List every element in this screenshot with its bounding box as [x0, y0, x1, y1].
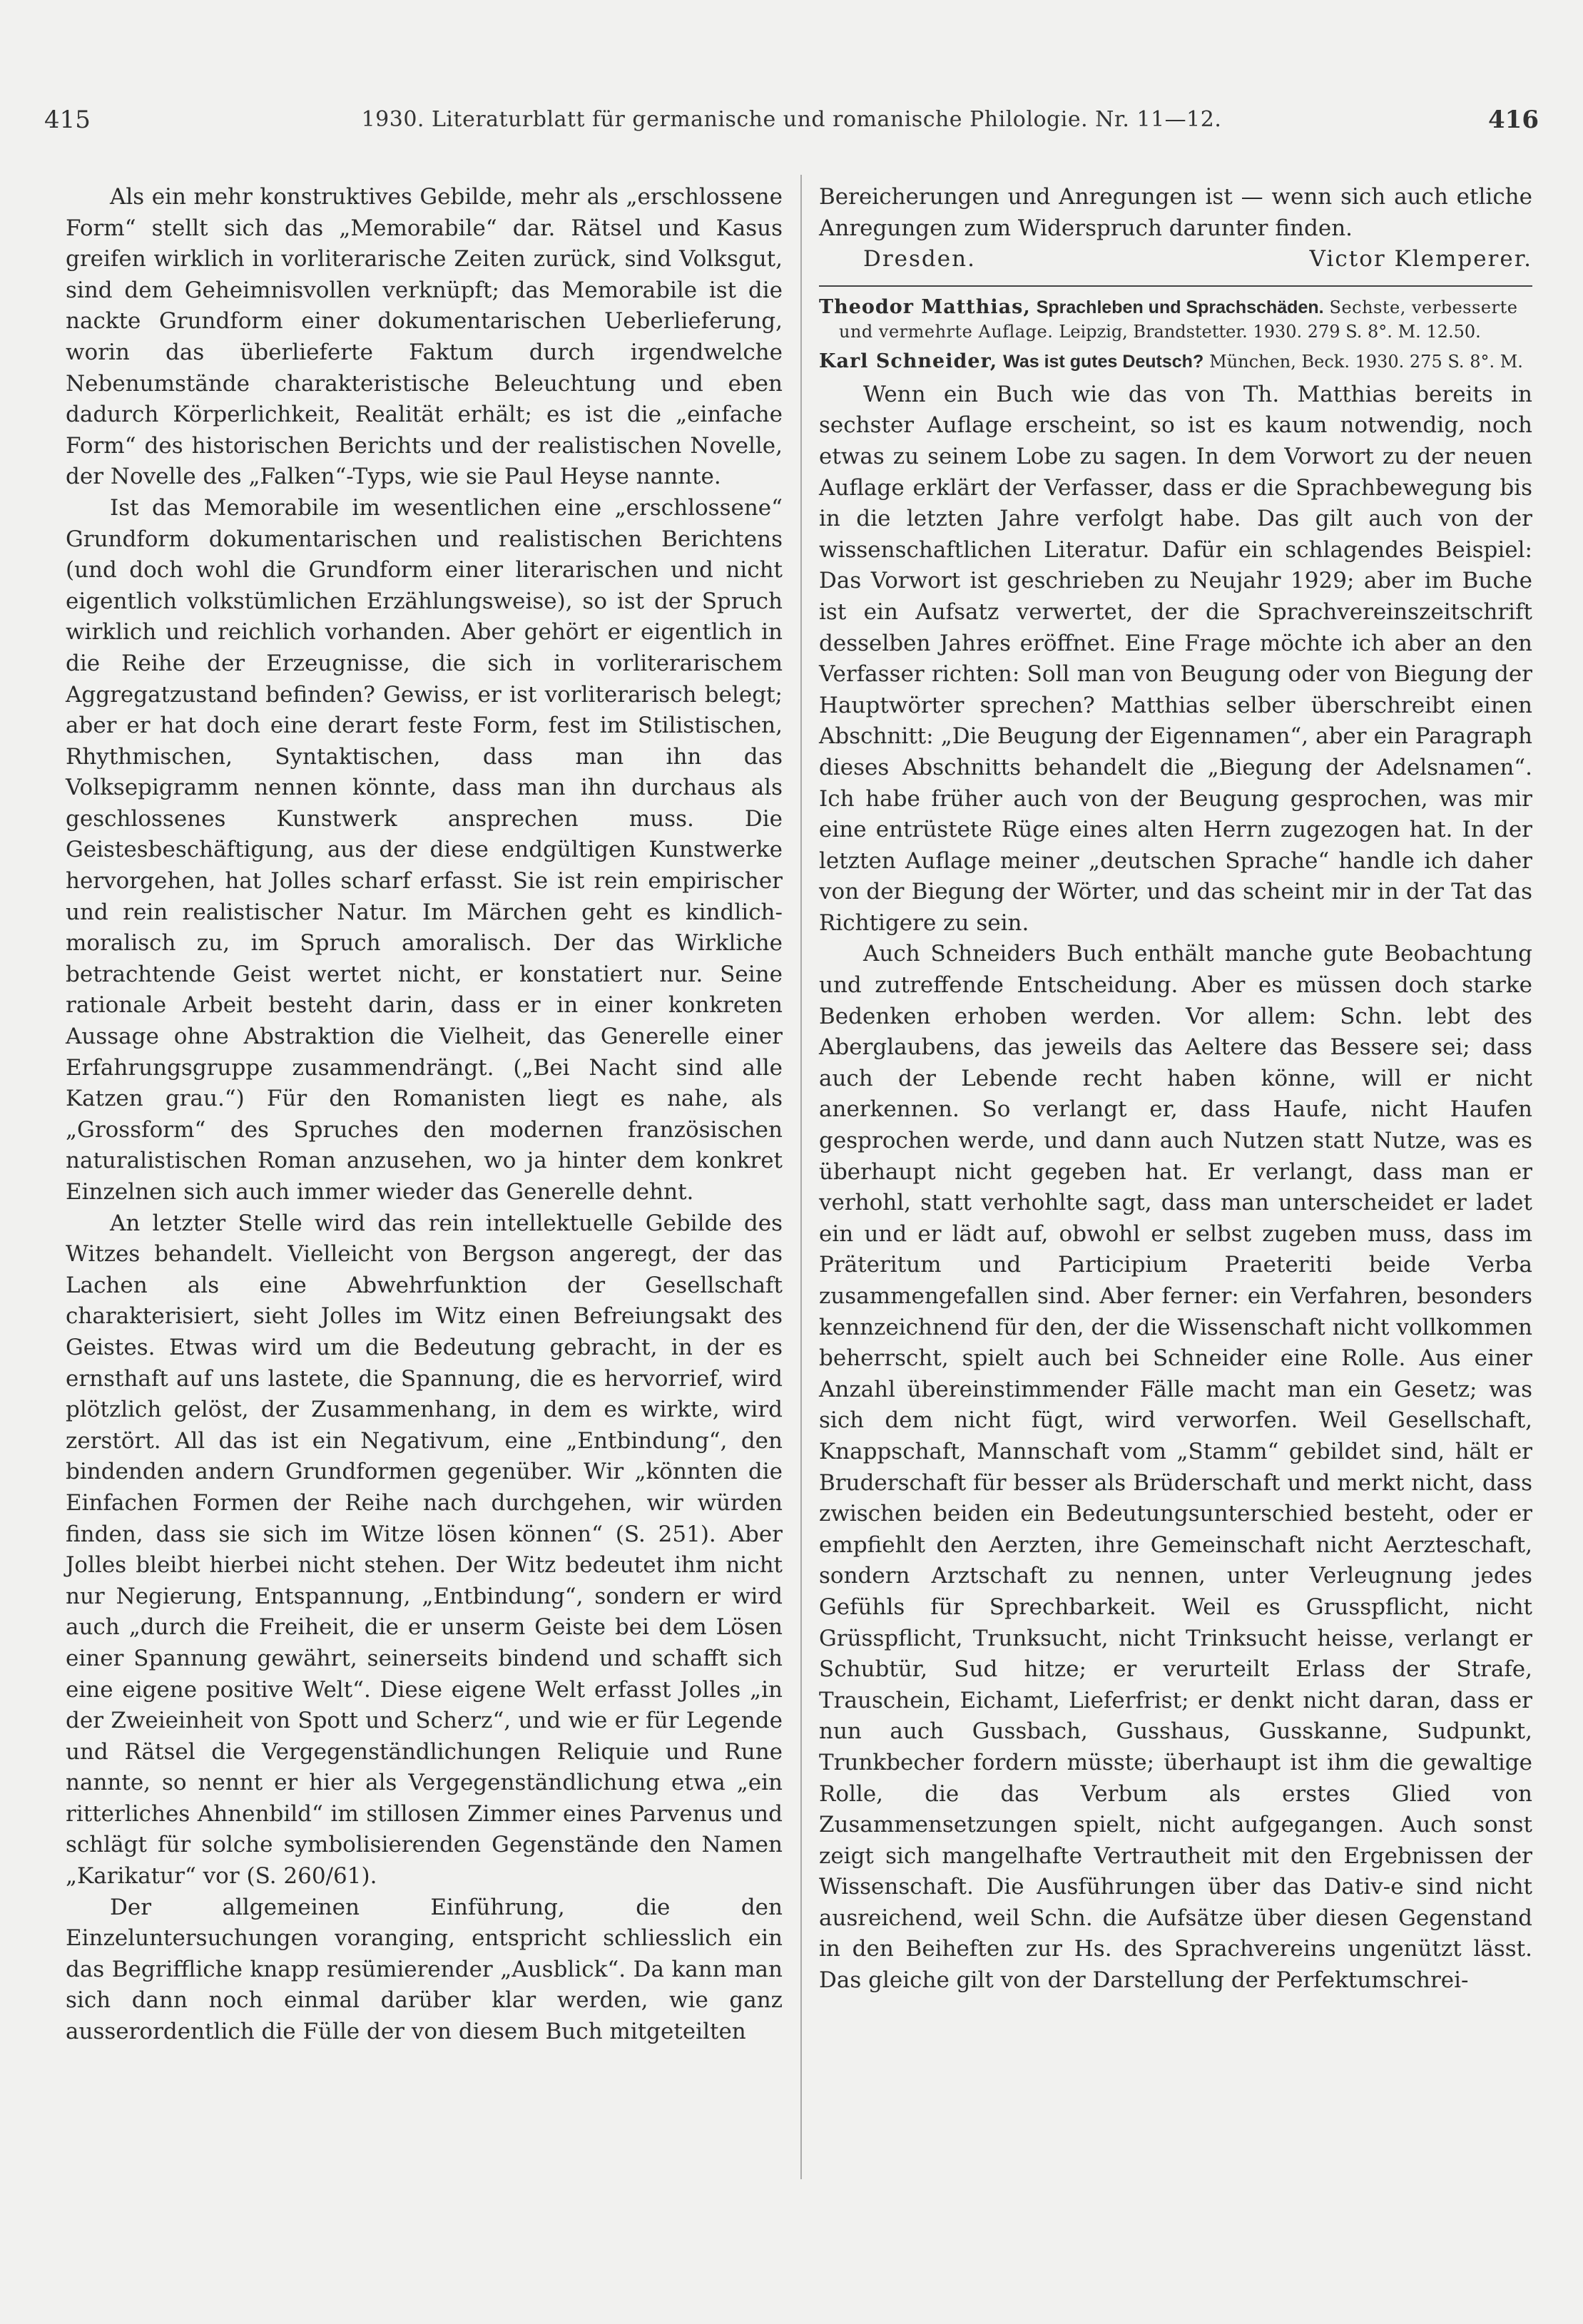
bib-title: Was ist gutes Deutsch?	[1003, 351, 1204, 372]
paragraph: Der allgemeinen Einführung, die den Einzeluntersuchungen voranging, entspricht schliesslich ein das Begriffliche knapp resümierender „Ausblick“. Da kann man sich dann noch einmal darüber klar werden, wie ganz ausserordentlich die Fülle der von diesem Buch mitgeteilten	[66, 1894, 783, 2045]
bibliographic-entry-matthias	[819, 295, 1532, 344]
page-number-left: 415	[44, 106, 91, 134]
paragraph: An letzter Stelle wird das rein intellektuelle Gebilde des Witzes behandelt. Vielleicht von Bergson angeregt, der das Lachen als eine Abwehrfunktion der Gesellschaft charakterisiert, sieht Jolles im Witz einen Befreiungsakt des Geistes. Etwas wird um die Bedeutung gebracht, in der es ernsthaft auf uns lastete, die Spannung, die es hervorrief, wird plötzlich gelöst, der Zusammenhang, in dem es wirkte, wird zerstört. All das ist ein Negativum, eine „Entbindung“, den bindenden andern Grundformen gegenüber. Wir „könnten die Einfachen Formen der Reihe nach durchgehen, wir würden finden, dass sie sich im Witze lösen können“ (S. 251). Aber Jolles bleibt hierbei nicht stehen. Der Witz bedeutet ihm nicht nur Negierung, Entspannung, „Entbindung“, sondern er wird auch „durch die Freiheit, die er unserm Geiste bei dem Lösen einer Spannung gewährt, seinerseits bindend und schafft sich eine eigene positive Welt“. Diese eigene Welt erfasst Jolles „in der Zweieinheit von Spott und Scherz“, und wie er für Legende und Rätsel die Vergegenständlichungen Reliquie und Rune nannte, so nennt er hier als Vergegenständlichung etwa „ein ritterliches Ahnenbild“ im stillosen Zimmer eines Parvenus und schlägt für solche symbolisierenden Gegenstände den Namen „Karikatur“ vor (S. 260/61).	[66, 1210, 783, 1890]
paragraph: Auch Schneiders Buch enthält manche gute Beobachtung und zutreffende Entscheidung. Aber es müssen doch starke Bedenken erhoben werden. Vor allem: Schn. lebt des Aberglaubens, das jeweils das Aeltere das Bessere sei; dass auch der Lebende recht haben könne, will er nicht anerkennen. So verlangt er, dass Haufe, nicht Haufen gesprochen werde, und dann auch Nutzen statt Nutze, was es überhaupt nicht gegeben hat. Er verlangt, dass man er verhohl, statt verhohlte sagt, dass man unterscheidet er ladet ein und er lädt auf, obwohl er selbst zugeben muss, dass im Präteritum und Participium Praeteriti beide Verba zusammengefallen sind. Aber ferner: ein Verfahren, besonders kennzeichnend für den, der die Wissenschaft nicht vollkommen beherrscht, spielt auch bei Schneider eine Rolle. Aus einer Anzahl übereinstimmender Fälle macht man ein Gesetz; was sich dem nicht fügt, wird verworfen. Weil Gesellschaft, Knappschaft, Mannschaft vom „Stamm“ gebildet sind, hält er Bruderschaft für besser als Brüderschaft und merkt nicht, dass zwischen beiden ein Bedeutungsunterschied besteht, oder er empfiehlt den Aerzten, ihre Gemeinschaft nicht Aerzteschaft, sondern Arztschaft zu nennen, unter Verleugnung jedes Gefühls für Sprechbarkeit. Weil es Grusspflicht, nicht Grüsspflicht, Trunksucht, nicht Trinksucht heisse, verlangt er Schubtür, Sud hitze; er verurteilt Erlass der Strafe, Trauschein, Eichamt, Lieferfrist; er denkt nicht daran, dass er nun auch Gussbach, Gusshaus, Gusskanne, Sudpunkt, Trunkbecher fordern müsste; überhaupt ist ihm die gewaltige Rolle, die das Verbum als erstes Glied von Zusammensetzungen spielt, nicht aufgegangen. Auch sonst zeigt sich mangelhafte Vertrautheit mit den Ergebnissen der Wissenschaft. Die Ausführungen über das Dativ-e sind nicht ausreichend, weil Schn. die Aufsätze über diesen Gegenstand in den Beiheften zur Hs. des Sprachvereins ungenützt lässt. Das gleiche gilt von der Darstellung der Perfektumschrei-	[819, 941, 1532, 1994]
bibliographic-entry-schneider	[819, 350, 1532, 374]
paragraph: Ist das Memorabile im wesentlichen eine „erschlossene“ Grundform dokumentarischen und realistischen Berichtens (und doch wohl die Grundform einer literarischen und nicht eigentlich volkstümlichen Erzählungsweise), so ist der Spruch wirklich und reichlich vorhanden. Aber gehört er eigentlich in die Reihe der Erzeugnisse, die sich in vorliterarischem Aggregatzustand befinden? Gewiss, er ist vorliterarisch belegt; aber er hat doch eine derart feste Form, fest im Stilistischen, Rhythmischen, Syntaktischen, dass man ihn das Volksepigramm nennen könnte, dass man ihn durchaus als geschlossenes Kunstwerk ansprechen muss. Die Geistesbeschäftigung, aus der diese endgültigen Kunstwerke hervorgehen, hat Jolles scharf erfasst. Sie ist rein empirischer und rein realistischer Natur. Im Märchen geht es kindlich-moralisch zu, im Spruch amoralisch. Der das Wirkliche betrachtende Geist wertet nicht, er konstatiert nur. Seine rationale Arbeit besteht darin, dass er in einer konkreten Aussage ohne Abstraktion die Vielheit, das Generelle einer Erfahrungsgruppe zusammendrängt. („Bei Nacht sind alle Katzen grau.“) Für den Romanisten liegt es nahe, als „Grossform“ des Spruches den modernen französischen naturalistischen Roman anzusehen, wo ja hinter dem konkret Einzelnen sich auch immer wieder das Generelle dehnt.	[66, 494, 783, 1205]
section-rule	[819, 285, 1532, 287]
bib-author: Karl Schneider,	[819, 350, 998, 372]
running-header	[44, 106, 1539, 141]
column-divider	[800, 175, 802, 2179]
signature-place: Dresden.	[863, 246, 976, 272]
bib-publisher: München, Beck. 1930. 275 S. 8°. M.	[1209, 351, 1523, 372]
paragraph: Als ein mehr konstruktives Gebilde, mehr als „erschlossene Form“ stellt sich das „Memorabile“ dar. Rätsel und Kasus greifen wirklich in vorliterarische Zeiten zurück, sind Volksgut, sind dem Geheimnisvollen verknüpft; das Memorabile ist die nackte Grundform einer dokumentarischen Ueberlieferung, worin das überlieferte Faktum durch irgendwelche Nebenumstände charakteristische Beleuchtung und eben dadurch Körperlichkeit, Realität erhält; es ist die „einfache Form“ des historischen Berichts und der realistischen Novelle, der Novelle des „Falken“-Typs, wie sie Paul Heyse nannte.	[66, 184, 783, 490]
signature-name: Victor Klemperer.	[1309, 246, 1532, 272]
review-signature	[819, 244, 1532, 275]
bib-publisher: Leipzig, Brandstetter. 1930. 279 S. 8°. M. 12.50.	[1059, 321, 1481, 342]
bib-edition: Sechste, verbesserte und vermehrte Auflage.	[839, 297, 1518, 342]
journal-title: 1930. Literaturblatt für germanische und romanische Philologie. Nr. 11—12.	[361, 107, 1222, 132]
paragraph: Wenn ein Buch wie das von Th. Matthias bereits in sechster Auflage erscheint, so ist es kaum notwendig, noch etwas zu seinem Lobe zu sagen. In dem Vorwort zu der neuen Auflage erklärt der Verfasser, dass er die Sprachbewegung bis in die letzten Jahre verfolgt habe. Das gilt auch von der wissenschaftlichen Literatur. Dafür ein schlagendes Beispiel: Das Vorwort ist geschrieben zu Neujahr 1929; aber im Buche ist ein Aufsatz verwertet, der die Sprachvereinszeitschrift desselben Jahres eröffnet. Eine Frage möchte ich aber an den Verfasser richten: Soll man von Beugung oder von Biegung der Hauptwörter sprechen? Matthias selber überschreibt einen Abschnitt: „Die Beugung der Eigennamen“, aber ein Paragraph dieses Abschnitts behandelt die „Biegung der Adelsnamen“. Ich habe früher auch von der Beugung gesprochen, was mir eine entrüstete Rüge eines alten Herrn zugezogen hat. In der letzten Auflage meiner „deutschen Sprache“ handle ich daher von der Biegung der Wörter, und das scheint mir in der Tat das Richtigere zu sein.	[819, 381, 1532, 936]
bib-title: Sprachleben und Sprachschäden.	[1036, 297, 1324, 317]
right-column	[819, 182, 1532, 1997]
page-number-right: 416	[1488, 106, 1539, 134]
left-column	[66, 182, 783, 2048]
bib-author: Theodor Matthias,	[819, 295, 1031, 318]
paragraph-continuation: Bereicherungen und Anregungen ist — wenn sich auch etliche Anregungen zum Widerspruch darunter finden.	[819, 184, 1532, 241]
